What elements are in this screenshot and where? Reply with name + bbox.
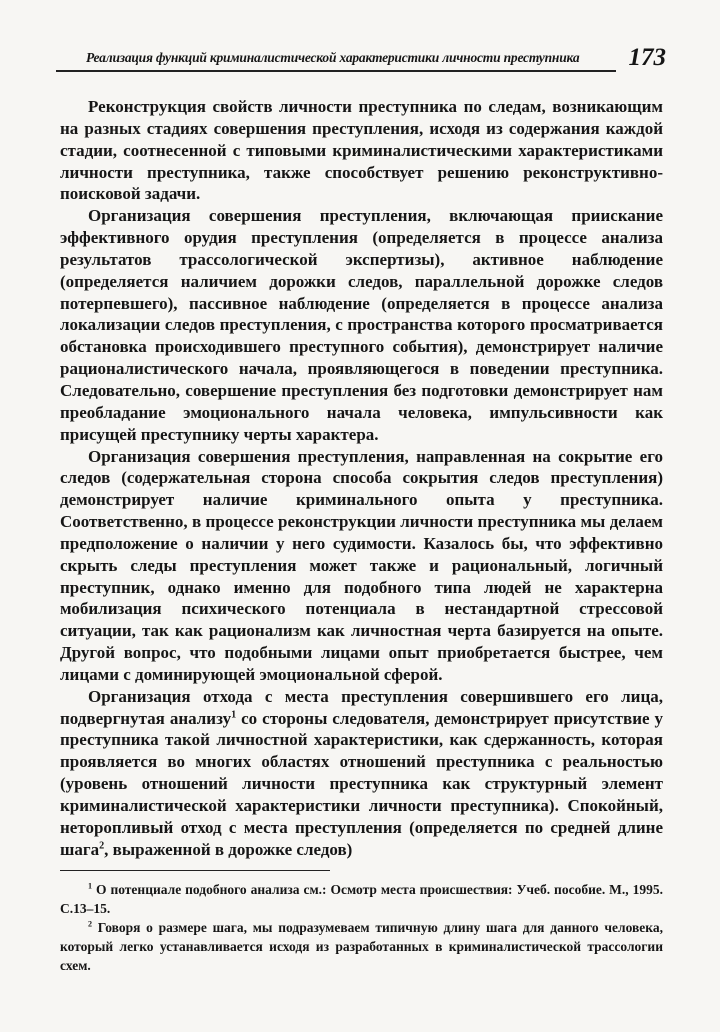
paragraph: Организация совершения преступления, включающая приискание эффективного орудия преступления (определяется в процессе анализа результатов трассологической экспертизы), активное наблюдение (определяется наличием дорожки следов, параллельной дорожке следов потерпевшего), пассивное наблюдение (определяется в процессе анализа локализации следов преступления, с пространства которого просматривается обстановка происходившего преступного события), демонстрирует наличие рационалистического начала, проявляющегося в поведении преступника. Следовательно, совершение преступления без подготовки демонстрирует нам преобладание эмоционального начала человека, импульсивности как присущей преступнику черты характера. — [60, 206, 663, 444]
page-header — [56, 38, 666, 78]
body-text — [60, 96, 663, 861]
page-number: 173 — [628, 44, 666, 71]
footnote-marker: 1 — [88, 881, 93, 891]
footnote-rule — [60, 870, 330, 871]
footnotes — [60, 880, 663, 975]
footnote — [60, 918, 663, 975]
footnote-reference: 2 — [99, 840, 105, 852]
running-title: Реализация функций криминалистической характеристики личности преступника — [86, 50, 580, 65]
footnote-text: О потенциале подобного анализа см.: Осмотр места происшествия: Учеб. пособие. М., 1995. С.13–15. — [60, 882, 663, 916]
paragraph-text: со стороны следователя, демонстрирует присутствие у преступника такой личностной характеристики, как сдержанность, которая проявляется во многих областях отношений преступника с реальностью (уровень отношений личности преступника как структурный элемент криминалистической характеристики личности преступника). Спокойный, неторопливый отход с места преступления (определяется по средней длине шага — [60, 708, 663, 859]
paragraph: Организация совершения преступления, направленная на сокрытие его следов (содержательная сторона способа сокрытия следов преступления) демонстрирует наличие криминального опыта у преступника. Соответственно, в процессе реконструкции личности преступника мы делаем предположение о наличии у него судимости. Казалось бы, что эффективно скрыть следы преступления может также и рациональный, логичный преступник, однако именно для подобного типа людей не характерна мобилизация психического потенциала в нестандартной стрессовой ситуации, так как рационализм как личностная черта базируется на опыте. Другой вопрос, что подобными лицами опыт приобретается быстрее, чем лицами с доминирующей эмоциональной сферой. — [60, 446, 663, 684]
footnote — [60, 880, 663, 918]
footnote-marker: 2 — [88, 919, 93, 929]
paragraph: Реконструкция свойств личности преступника по следам, возникающим на разных стадиях совершения преступления, исходя из содержания каждой стадии, соотнесенной с типовыми криминалистическими характеристиками личности преступника, также способствует решению реконструктивно-поисковой задачи. — [60, 97, 663, 204]
footnote-text: Говоря о размере шага, мы подразумеваем типичную длину шага для данного человека, который легко устанавливается исходя из разработанных в криминалистической трассологии схем. — [60, 920, 663, 973]
paragraph-text: Организация отхода с места преступления совершившего его лица, подвергнутая анализу — [60, 686, 663, 728]
paragraph-text: , выраженной в дорожке следов) — [104, 839, 353, 859]
header-rule — [56, 70, 616, 72]
footnote-reference: 1 — [231, 708, 237, 720]
paragraph — [60, 686, 663, 861]
